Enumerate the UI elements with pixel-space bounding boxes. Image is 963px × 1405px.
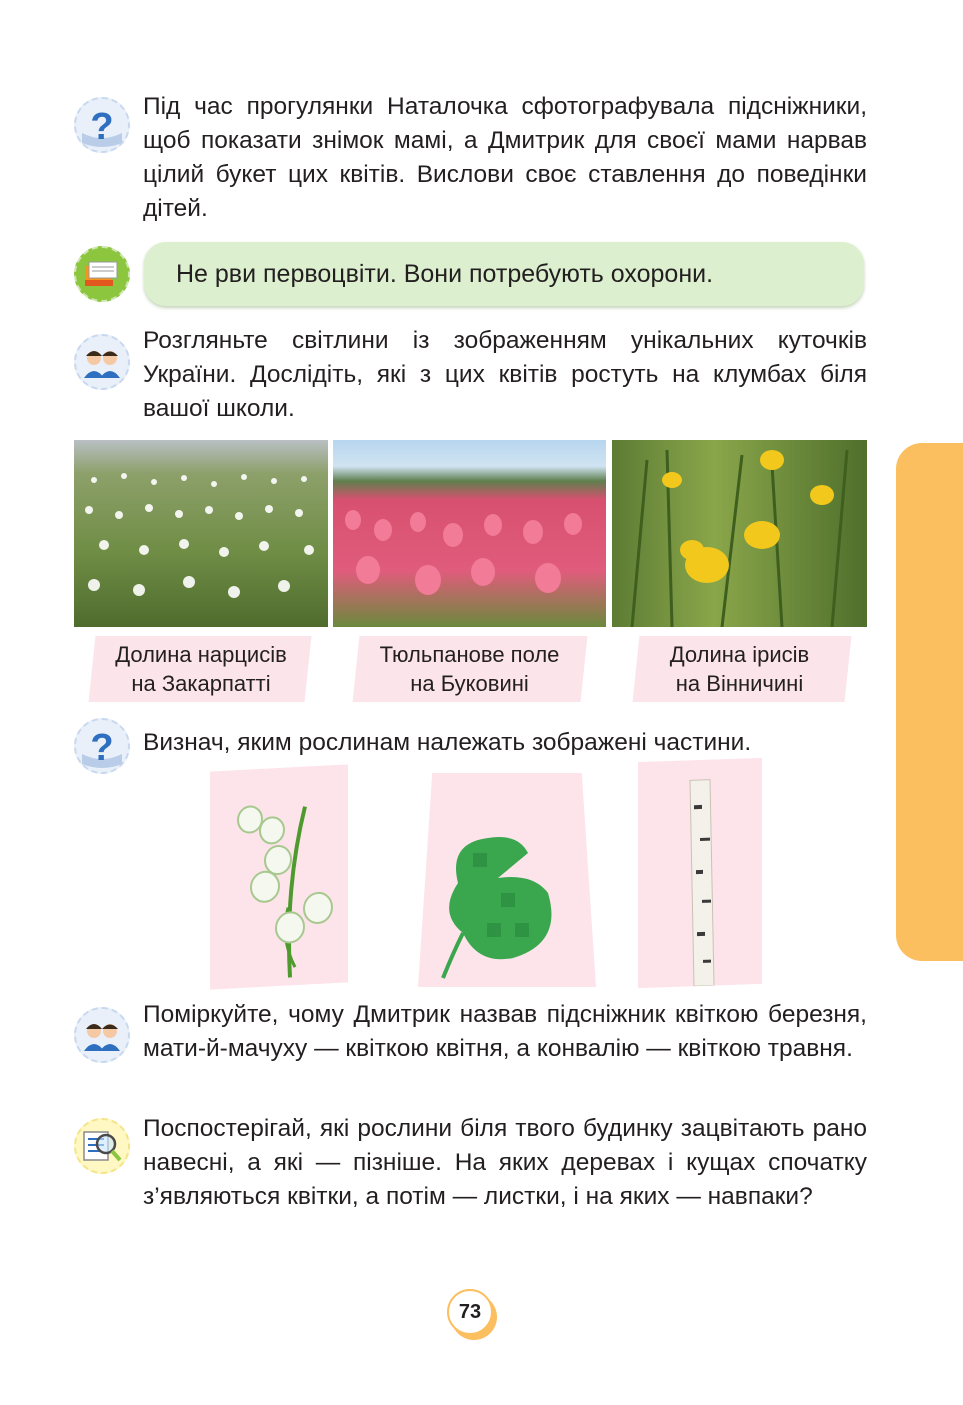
photo-tulip-field — [333, 440, 606, 627]
page-number: 73 — [447, 1289, 493, 1335]
panel-birch-branch — [638, 758, 762, 988]
caption-line: Долина нарцисів — [115, 642, 287, 667]
panel-lily-of-valley — [210, 764, 348, 989]
question-text-1: Під час прогулянки Наталочка сфотографувала підсніжники, щоб показати знімок мамі, а Дмитрик для своєї мами нарвав цілий букет цих квітів. Вислови своє ставлення до поведінки дітей. — [143, 93, 867, 222]
question-text-2: Визнач, яким рослинам належать зображені частини. — [143, 729, 752, 756]
magnifier-icon — [74, 1118, 130, 1174]
caption-line: на Закарпатті — [131, 671, 271, 696]
caption-narcissus — [74, 640, 328, 698]
photo-iris-valley — [612, 440, 867, 627]
book-icon — [74, 246, 130, 302]
photo-narcissus-valley — [74, 440, 328, 627]
panel-leaf — [418, 773, 596, 987]
pair-task-text-1: Розгляньте світлини із зображенням унікальних куточків України. Дослідіть, які з цих квітів ростуть на клумбах біля вашої школи. — [143, 327, 867, 422]
caption-line: на Буковині — [410, 671, 529, 696]
svg-text:?: ? — [90, 727, 114, 769]
caption-line: Тюльпанове поле — [379, 642, 560, 667]
svg-text:?: ? — [90, 106, 114, 148]
pair-work-icon — [74, 1007, 130, 1063]
chapter-tab — [896, 443, 963, 961]
rule-text: Не рви первоцвіти. Вони потребують охорони. — [176, 260, 714, 288]
caption-iris — [612, 640, 867, 698]
caption-line: на Вінничині — [675, 671, 804, 696]
pair-task-text-2: Поміркуйте, чому Дмитрик назвав підсніжник квіткою березня, мати-й-мачуху — квіткою квітня, а конвалію — квіткою травня. — [143, 1001, 867, 1062]
pair-work-icon — [74, 334, 130, 390]
question-icon — [74, 718, 130, 774]
observation-text: Поспостерігай, які рослини біля твого будинку зацвітають рано навесні, а які — пізніше. На яких деревах і кущах спочатку з’являються квітки, а потім — листки, і на яких — навпаки? — [143, 1115, 867, 1210]
caption-line: Долина ірисів — [669, 642, 810, 667]
caption-tulip — [333, 640, 606, 698]
rule-box — [144, 242, 864, 306]
question-icon — [74, 97, 130, 153]
